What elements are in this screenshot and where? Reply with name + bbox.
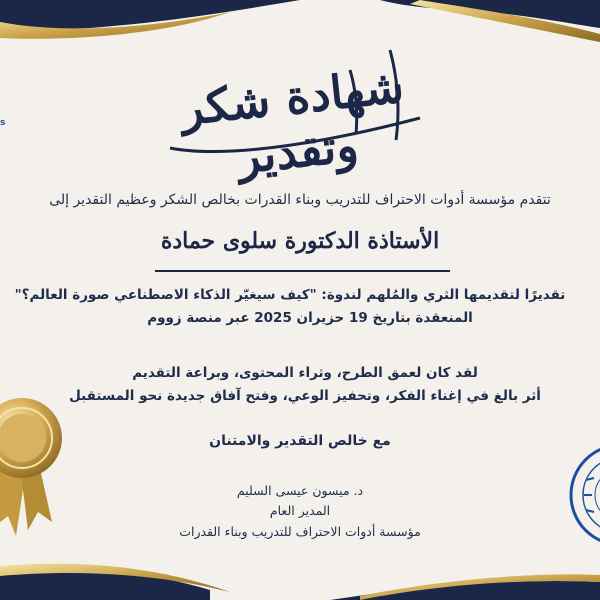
gold-seal-icon bbox=[0, 390, 70, 540]
signer-name: د. ميسون عيسى السليم bbox=[236, 483, 364, 498]
bottom-left-navy-swoosh bbox=[0, 570, 210, 600]
official-stamp-icon bbox=[566, 440, 600, 550]
recipient-name: الأستاذة الدكتورة سلوى حمادة bbox=[160, 228, 440, 254]
organization-logo-fragment bbox=[0, 118, 12, 144]
signer-organization: مؤسسة أدوات الاحتراف للتدريب وبناء القدرات bbox=[179, 524, 421, 539]
bottom-left-gold-swoosh bbox=[0, 564, 230, 592]
logo-fragment-text: s bbox=[0, 118, 6, 128]
bottom-right-navy-swoosh bbox=[330, 581, 600, 600]
intro-text: تتقدم مؤسسة أدوات الاحتراف للتدريب وبناء القدرات بخالص الشكر وعظيم التقدير إلى bbox=[49, 192, 551, 208]
bottom-right-gold-swoosh bbox=[360, 574, 600, 600]
signer-role: المدير العام bbox=[269, 503, 331, 518]
recipient-underline bbox=[155, 270, 450, 272]
appreciation-line-3: لقد كان لعمق الطرح، وثراء المحتوى، وبراعة التقديم bbox=[132, 365, 478, 381]
top-left-navy-swoosh bbox=[0, 0, 300, 29]
appreciation-line-2: المنعقدة بتاريخ 19 حزيران 2025 عبر منصة زووم bbox=[147, 310, 473, 326]
certificate-title: شهادة شكر وتقدير bbox=[178, 58, 407, 185]
top-right-navy-swoosh bbox=[380, 0, 600, 28]
appreciation-line-4: أثر بالغ في إغناء الفكر، وتحفيز الوعي، وفتح آفاق جديدة نحو المستقبل bbox=[69, 388, 541, 404]
appreciation-line-1: تقديرًا لتقديمها الثري والمُلهم لندوة: "كيف سيغيّر الذكاء الاصطناعي صورة العالم؟" bbox=[14, 287, 566, 303]
closing-line: مع خالص التقدير والامتنان bbox=[209, 433, 391, 449]
